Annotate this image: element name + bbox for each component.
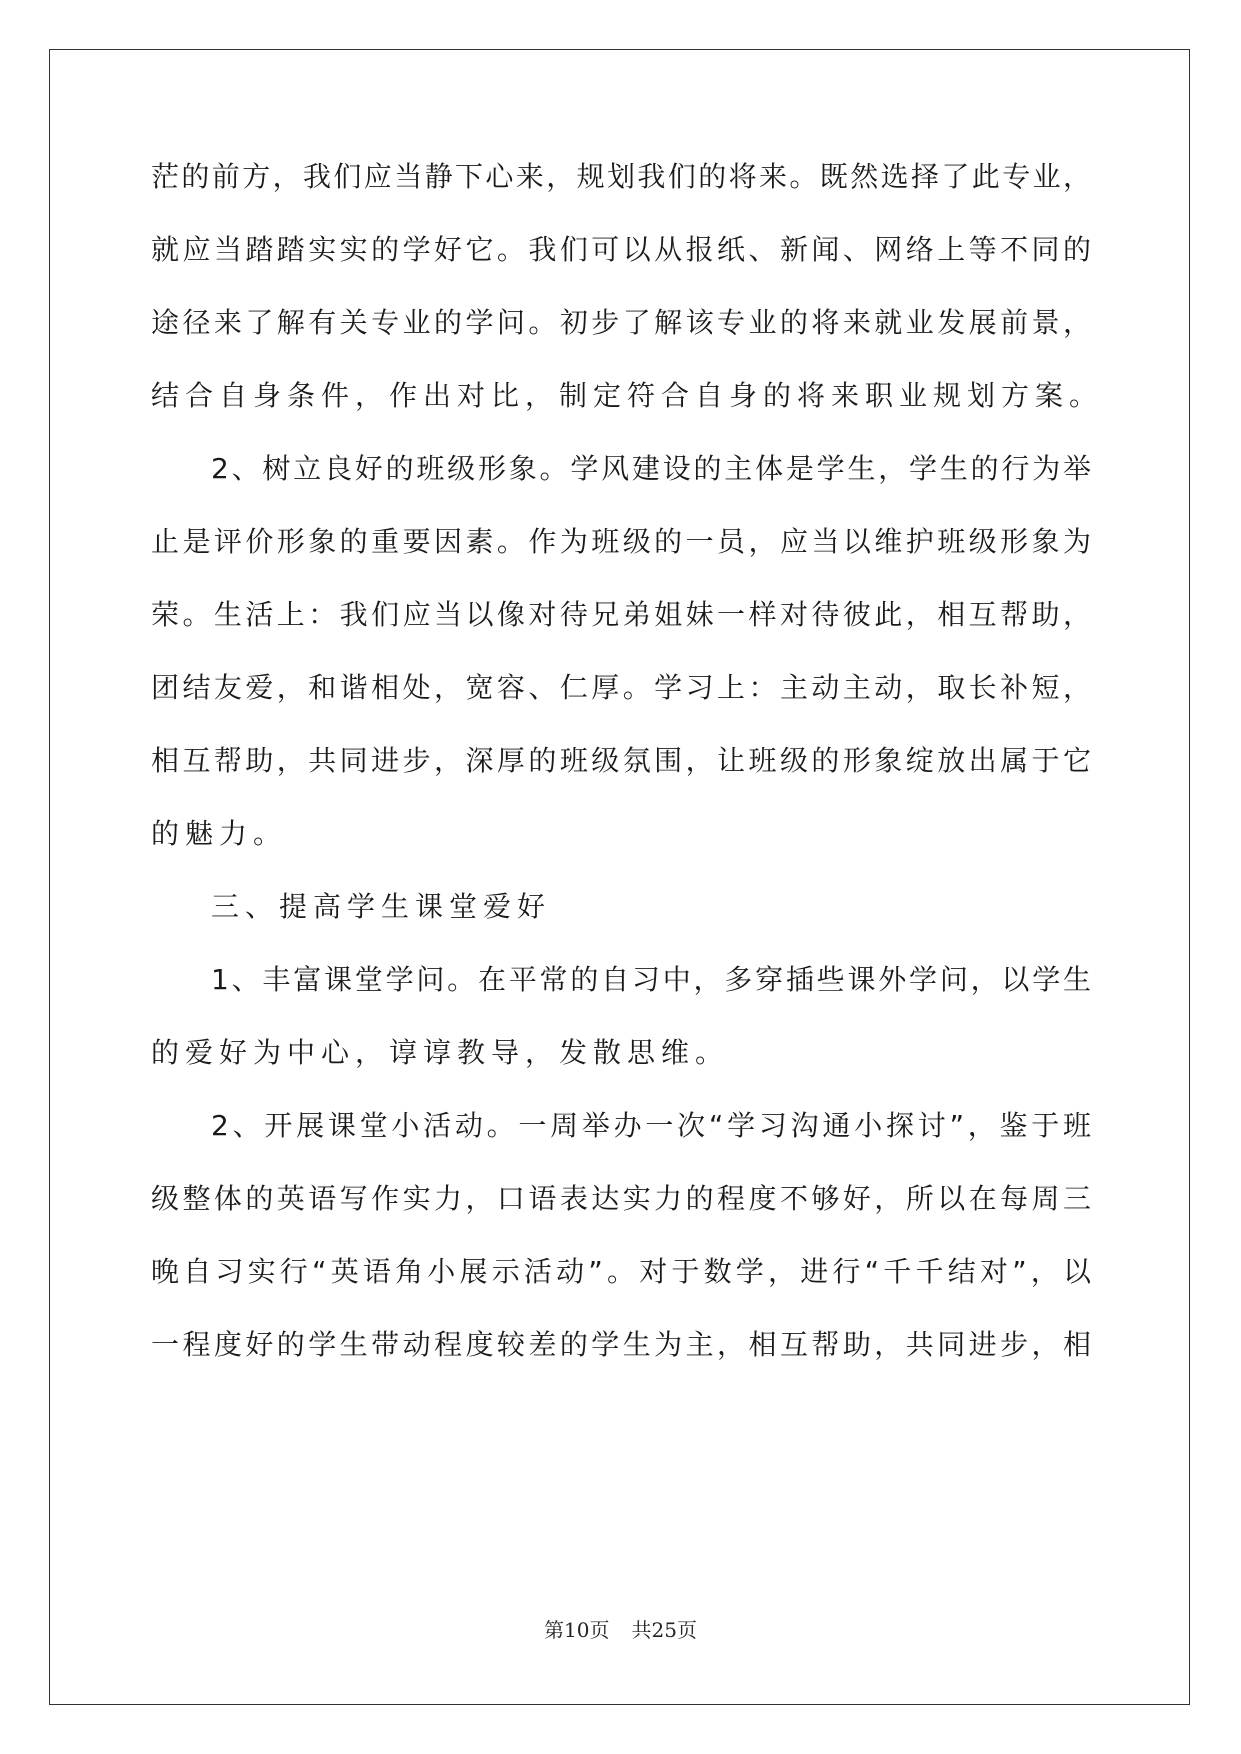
body-line: 就应当踏踏实实的学好它。我们可以从报纸、新闻、网络上等不同的 — [151, 233, 1091, 266]
page-footer — [0, 1614, 1241, 1643]
body-line: 级整体的英语写作实力，口语表达实力的程度不够好，所以在每周三 — [151, 1182, 1091, 1215]
section-heading: 三、提高学生课堂爱好 — [211, 890, 552, 923]
body-line: 相互帮助，共同进步，深厚的班级氛围，让班级的形象绽放出属于它 — [151, 744, 1091, 777]
body-line: 一程度好的学生带动程度较差的学生为主，相互帮助，共同进步，相 — [151, 1328, 1091, 1361]
body-line: 结合自身条件，作出对比，制定符合自身的将来职业规划方案。 — [151, 379, 1104, 412]
page-border — [49, 49, 1190, 1705]
body-line: 晚自习实行“英语角小展示活动”。对于数学，进行“千千结对”，以 — [151, 1255, 1091, 1288]
paragraph-start-line: 2、树立良好的班级形象。学风建设的主体是学生，学生的行为举 — [211, 452, 1091, 485]
body-line: 的魅力。 — [151, 817, 288, 850]
body-line: 团结友爱，和谐相处，宽容、仁厚。学习上：主动主动，取长补短， — [151, 671, 1091, 704]
page-total: 共25页 — [631, 1618, 697, 1642]
body-line: 止是评价形象的重要因素。作为班级的一员，应当以维护班级形象为 — [151, 525, 1091, 558]
body-line: 的爱好为中心，谆谆教导，发散思维。 — [151, 1036, 730, 1069]
body-line: 荣。生活上：我们应当以像对待兄弟姐妹一样对待彼此，相互帮助， — [151, 598, 1091, 631]
body-line: 途径来了解有关专业的学问。初步了解该专业的将来就业发展前景， — [151, 306, 1091, 339]
paragraph-start-line: 1、丰富课堂学问。在平常的自习中，多穿插些课外学问，以学生 — [211, 963, 1091, 996]
page-number: 第10页 — [544, 1618, 610, 1642]
paragraph-start-line: 2、开展课堂小活动。一周举办一次“学习沟通小探讨”，鉴于班 — [211, 1109, 1091, 1142]
body-line: 茫的前方，我们应当静下心来，规划我们的将来。既然选择了此专业， — [151, 160, 1091, 193]
